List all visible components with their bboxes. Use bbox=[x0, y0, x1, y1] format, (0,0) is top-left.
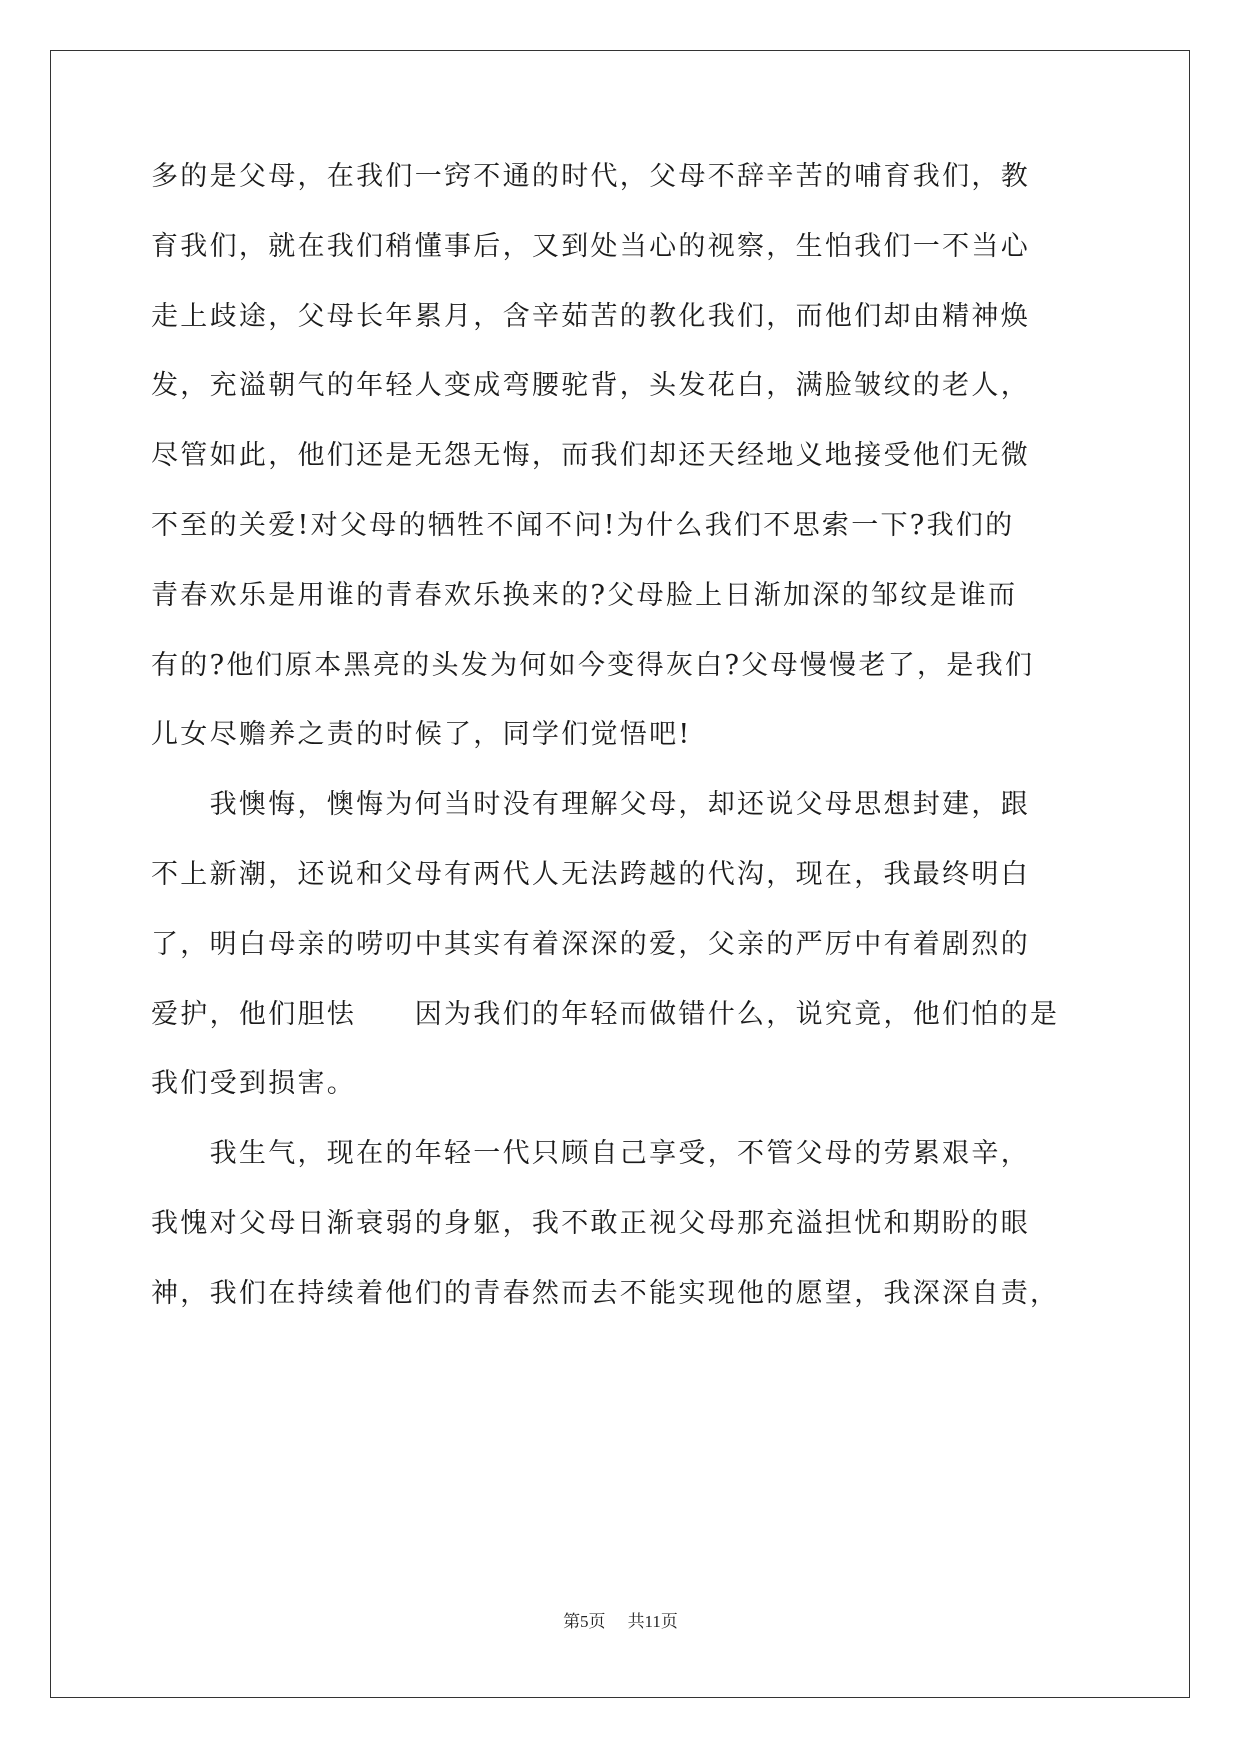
text-line: 多的是父母，在我们一窍不通的时代，父母不辞辛苦的哺育我们，教 bbox=[151, 161, 1030, 192]
page-footer bbox=[0, 1612, 1241, 1632]
text-line: 发，充溢朝气的年轻人变成弯腰驼背，头发花白，满脸皱纹的老人， bbox=[151, 370, 1030, 402]
text-line: 神，我们在持续着他们的青春然而去不能实现他的愿望，我深深自责， bbox=[151, 1277, 1060, 1309]
page-total: 共11页 bbox=[627, 1612, 678, 1631]
text-line: 我生气，现在的年轻一代只顾自己享受，不管父母的劳累艰辛， bbox=[151, 1138, 1030, 1170]
text-line: 育我们，就在我们稍懂事后，又到处当心的视察，生怕我们一不当心 bbox=[151, 230, 1030, 262]
text-line: 我愧对父母日渐衰弱的身躯，我不敢正视父母那充溢担忧和期盼的眼 bbox=[151, 1207, 1030, 1239]
text-line: 我懊悔，懊悔为何当时没有理解父母，却还说父母思想封建，跟 bbox=[151, 789, 1030, 821]
body-text bbox=[151, 160, 1091, 1347]
text-line: 爱护，他们胆怯 因为我们的年轻而做错什么，说究竟，他们怕的是 bbox=[151, 998, 1060, 1030]
text-line: 尽管如此，他们还是无怨无悔，而我们却还天经地义地接受他们无微 bbox=[151, 440, 1030, 472]
text-line: 走上歧途，父母长年累月，含辛茹苦的教化我们，而他们却由精神焕 bbox=[151, 300, 1030, 332]
text-line: 青春欢乐是用谁的青春欢乐换来的?父母脸上日渐加深的邹纹是谁而 bbox=[151, 579, 1018, 611]
page-number: 第5页 bbox=[563, 1612, 606, 1631]
text-line: 有的?他们原本黑亮的头发为何如今变得灰白?父母慢慢老了，是我们 bbox=[151, 649, 1035, 681]
text-line: 不至的关爱!对父母的牺牲不闻不问!为什么我们不思索一下?我们的 bbox=[151, 509, 1015, 541]
text-line: 我们受到损害。 bbox=[151, 1068, 357, 1100]
text-line: 不上新潮，还说和父母有两代人无法跨越的代沟，现在，我最终明白 bbox=[151, 858, 1030, 890]
text-line: 儿女尽赡养之责的时候了，同学们觉悟吧! bbox=[151, 719, 692, 751]
text-line: 了，明白母亲的唠叨中其实有着深深的爱，父亲的严厉中有着剧烈的 bbox=[151, 928, 1030, 960]
